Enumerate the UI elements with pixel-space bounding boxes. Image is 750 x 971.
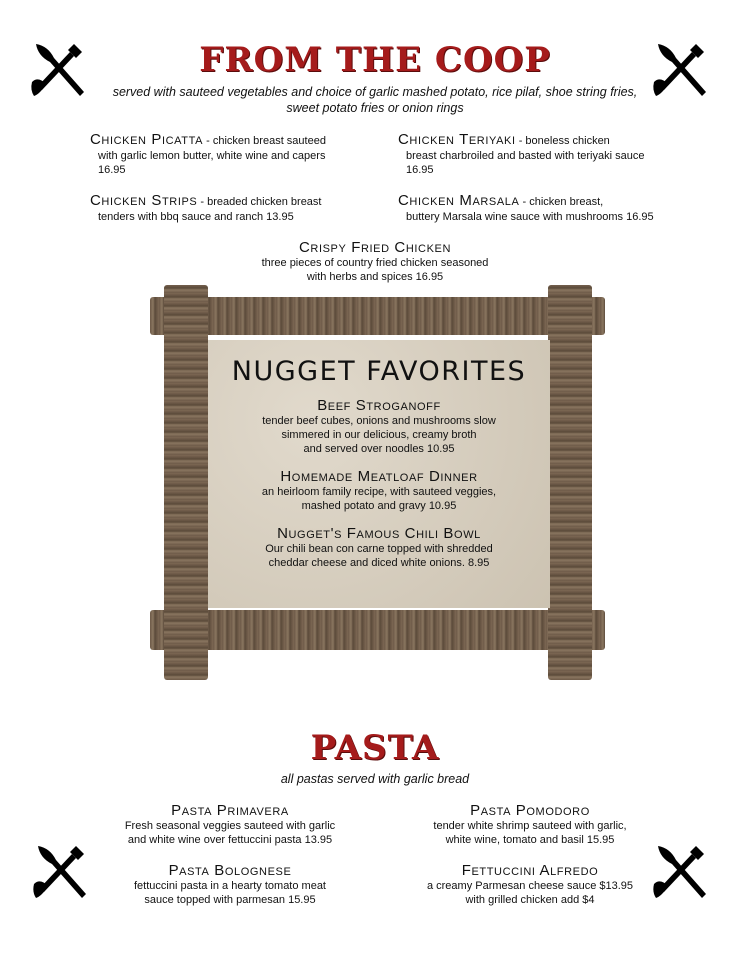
nugget-canvas (208, 340, 550, 608)
menu-item-pasta-bolognese: Pasta Bolognese fettuccini pasta in a hearty tomato meat sauce topped with parmesan 15.95 (134, 862, 326, 906)
menu-item-chicken-strips: Chicken Strips - breaded chicken breast tenders with bbq sauce and ranch 13.95 (90, 192, 322, 223)
menu-item-chicken-teriyaki: Chicken Teriyaki - boneless chicken breast charbroiled and basted with teriyaki sauce 16.95 (398, 131, 645, 176)
menu-item-chicken-picatta: Chicken Picatta - chicken breast sauteed with garlic lemon butter, white wine and capers 16.95 (90, 131, 326, 176)
menu-item-beef-stroganoff: Beef Stroganoff tender beef cubes, onions and mushrooms slow simmered in our delicious, creamy broth and served over noodles 10.95 (262, 397, 496, 455)
menu-item-pasta-pomodoro: Pasta Pomodoro tender white shrimp sauteed with garlic, white wine, tomato and basil 15.95 (433, 802, 627, 846)
menu-item-pasta-primavera: Pasta Primavera Fresh seasonal veggies sauteed with garlic and white wine over fettuccini pasta 13.95 (124, 802, 336, 846)
shovel-pickaxe-icon (30, 840, 92, 902)
wood-frame (150, 285, 605, 680)
menu-item-chicken-marsala: Chicken Marsala - chicken breast, buttery Marsala wine sauce with mushrooms 16.95 (398, 192, 654, 223)
menu-item-meatloaf: Homemade Meatloaf Dinner an heirloom family recipe, with sauteed veggies, mashed potato and gravy 10.95 (261, 468, 497, 512)
menu-item-fettuccini-alfredo: Fettuccini Alfredo a creamy Parmesan cheese sauce $13.95 with grilled chicken add $4 (426, 862, 634, 906)
menu-item-crispy-fried-chicken: Crispy Fried Chicken three pieces of country fried chicken seasoned with herbs and spices 16.95 (261, 239, 489, 283)
frame-right-post (548, 285, 592, 680)
pasta-subtitle: all pastas served with garlic bread (280, 772, 470, 786)
frame-top-beam (150, 297, 605, 335)
nugget-title: NUGGET FAVORITES (231, 356, 527, 387)
menu-item-chili-bowl: Nugget's Famous Chili Bowl Our chili bean con carne topped with shredded cheddar cheese and diced white onions. 8.95 (265, 525, 493, 569)
coop-title: FROM THE COOP (199, 40, 551, 80)
coop-subtitle: served with sauteed vegetables and choice of garlic mashed potato, rice pilaf, shoe string fries, sweet potato fries or onion rings (112, 85, 638, 115)
pasta-title: PASTA (310, 728, 440, 768)
frame-left-post (164, 285, 208, 680)
frame-bottom-beam (150, 610, 605, 650)
